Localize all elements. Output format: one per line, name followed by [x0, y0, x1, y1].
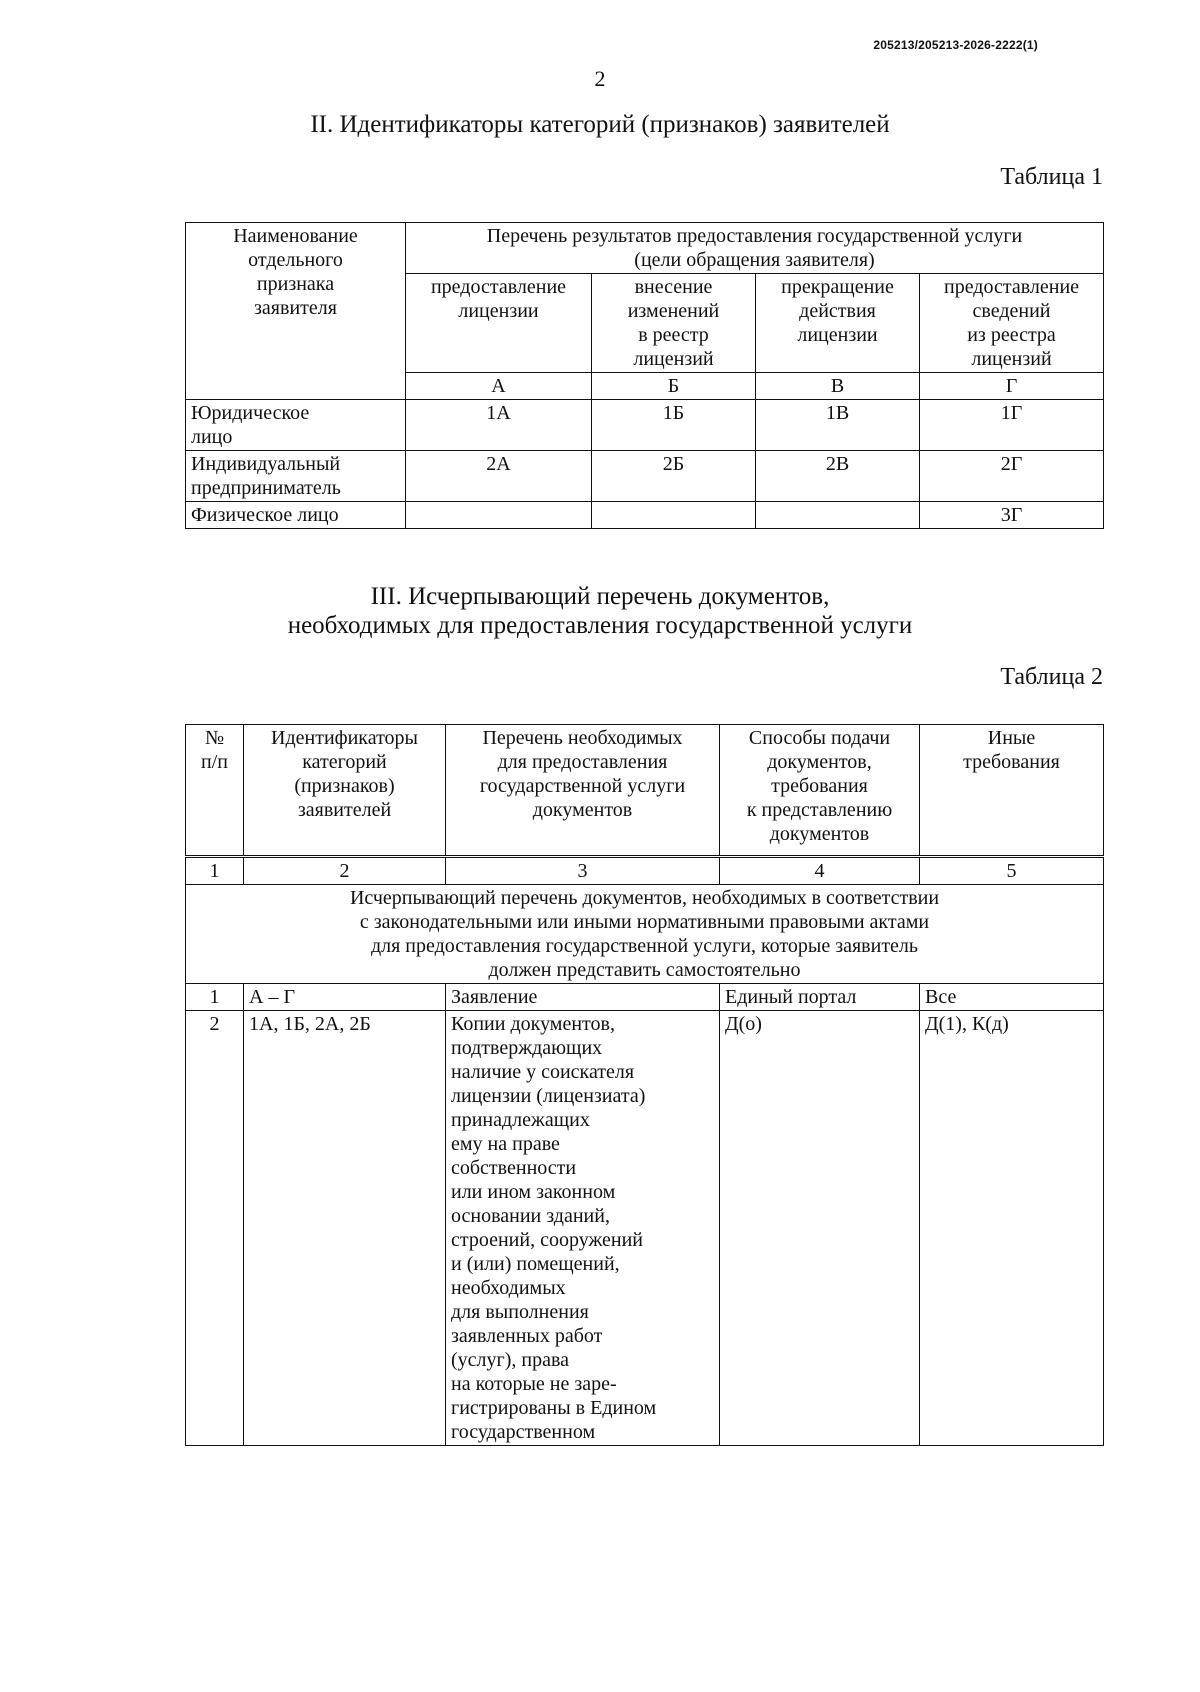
row-identifiers: 1А, 1Б, 2А, 2Б — [244, 1011, 446, 1446]
row-identifiers: А – Г — [244, 984, 446, 1011]
category-id: 2В — [756, 451, 920, 502]
subsection-row — [186, 885, 1104, 984]
category-id: 2А — [406, 451, 592, 502]
subsection-title: Исчерпывающий перечень документов, необходимых в соответствии с законодательными или иными нормативными правовыми актами для предоставления государственной услуги, которые заявитель должен представить самостоятельно — [186, 885, 1104, 984]
table-row — [186, 1011, 1104, 1446]
applicant-categories-table — [185, 222, 1104, 529]
column-numbers-row — [186, 857, 1104, 885]
page-number: 2 — [594, 66, 606, 91]
column-number: 1 — [186, 857, 244, 885]
column-number: 2 — [244, 857, 446, 885]
category-id — [756, 502, 920, 529]
row-document: Заявление — [446, 984, 720, 1011]
category-id: 1В — [756, 400, 920, 451]
section-3-title-line: необходимых для предоставления государственной услуги — [287, 612, 913, 639]
header-number: № п/п — [186, 725, 244, 857]
table-row — [186, 400, 1104, 451]
row-document: Копии документов, подтверждающих наличие у соискателя лицензии (лицензиата) принадлежащих ему на праве собственности или ином законном основании зданий, строений, сооружений и (или) помещений, необходимых для выполнения заявленных работ (услуг), права на которые не заре- гистрированы в Едином государственном — [446, 1011, 720, 1446]
category-id — [406, 502, 592, 529]
row-number: 1 — [186, 984, 244, 1011]
header-identifiers: Идентификаторы категорий (признаков) заявителей — [244, 725, 446, 857]
header-submission-methods: Способы подачи документов, требования к представлению документов — [720, 725, 920, 857]
section-2-title: II. Идентификаторы категорий (признаков) заявителей — [310, 111, 890, 138]
table-row — [186, 451, 1104, 502]
category-id — [592, 502, 756, 529]
column-number: 3 — [446, 857, 720, 885]
header-documents: Перечень необходимых для предоставления государственной услуги документов — [446, 725, 720, 857]
header-results-list: Перечень результатов предоставления государственной услуги (цели обращения заявителя) — [406, 223, 1104, 274]
result-code: А — [406, 373, 592, 400]
section-3-title-line: III. Исчерпывающий перечень документов, — [370, 583, 830, 610]
category-id: 1Г — [920, 400, 1104, 451]
section-3-title — [0, 582, 1200, 640]
header-result-col: прекращение действия лицензии — [756, 274, 920, 373]
column-number: 4 — [720, 857, 920, 885]
header-other-requirements: Иные требования — [920, 725, 1104, 857]
result-code: В — [756, 373, 920, 400]
category-id: 2Б — [592, 451, 756, 502]
result-code: Б — [592, 373, 756, 400]
header-result-col: внесение изменений в реестр лицензий — [592, 274, 756, 373]
category-id: 3Г — [920, 502, 1104, 529]
header-result-col: предоставление сведений из реестра лицензий — [920, 274, 1104, 373]
result-code: Г — [920, 373, 1104, 400]
table-header-row — [186, 725, 1104, 857]
applicant-name: Физическое лицо — [186, 502, 406, 529]
applicant-name: Индивидуальный предприниматель — [186, 451, 406, 502]
table-1-caption: Таблица 1 — [1000, 164, 1103, 190]
row-other: Все — [920, 984, 1104, 1011]
header-result-col: предоставление лицензии — [406, 274, 592, 373]
document-id: 205213/205213-2026-2222(1) — [873, 38, 1038, 52]
documents-table — [185, 724, 1104, 1446]
category-id: 2Г — [920, 451, 1104, 502]
table-row — [186, 984, 1104, 1011]
column-number: 5 — [920, 857, 1104, 885]
table-2-caption: Таблица 2 — [1000, 664, 1103, 690]
category-id: 1А — [406, 400, 592, 451]
row-method: Единый портал — [720, 984, 920, 1011]
row-other: Д(1), К(д) — [920, 1011, 1104, 1446]
header-applicant-attribute: Наименование отдельного признака заявителя — [186, 223, 406, 400]
row-number: 2 — [186, 1011, 244, 1446]
row-method: Д(о) — [720, 1011, 920, 1446]
table-header-row — [186, 223, 1104, 274]
table-row — [186, 502, 1104, 529]
applicant-name: Юридическое лицо — [186, 400, 406, 451]
category-id: 1Б — [592, 400, 756, 451]
